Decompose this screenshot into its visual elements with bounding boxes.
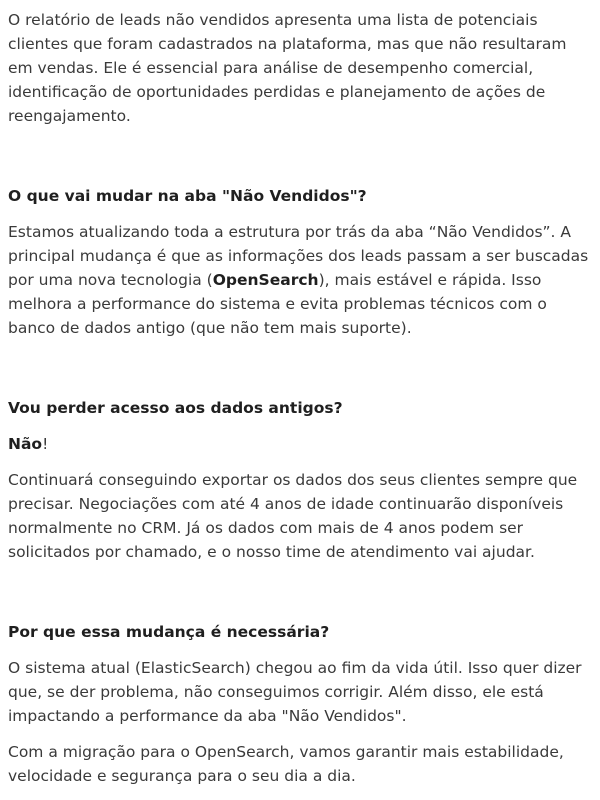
why-change-paragraph-1: O sistema atual (ElasticSearch) chegou ao fim da vida útil. Isso quer dizer que, se der problema, não conseguimos corrigir. Além disso, ele está impactando a performance da aba "Não Vendidos".: [8, 659, 582, 725]
answer-bold: Não: [8, 435, 43, 453]
what-changes-text-before: Estamos atualizando toda a estrutura por trás da aba “Não Vendidos”. A principal mudança é que as informações dos leads passam a ser buscadas por uma nova tecnologia (: [8, 223, 589, 289]
section-spacer: [8, 576, 592, 620]
old-data-paragraph: Continuará conseguindo exportar os dados dos seus clientes sempre que precisar. Negociações com até 4 anos de idade continuarão disponíveis normalmente no CRM. Já os dados com mais de 4 anos podem ser solicitados por chamado, e o nosso time de atendimento vai ajudar.: [8, 471, 578, 561]
section-heading-why-change: Por que essa mudança é necessária?: [8, 623, 330, 641]
section-spacer: [8, 352, 592, 396]
section-heading-old-data: Vou perder acesso aos dados antigos?: [8, 399, 343, 417]
what-changes-text-after: ), mais estável e rápida. Isso melhora a performance do sistema e evita problemas técnicos com o banco de dados antigo (que não tem mais suporte).: [8, 271, 547, 337]
why-change-paragraph-2: Com a migração para o OpenSearch, vamos garantir mais estabilidade, velocidade e segurança para o seu dia a dia.: [8, 743, 564, 785]
old-data-answer: [8, 432, 592, 456]
answer-exclamation: !: [42, 435, 49, 453]
intro-paragraph: O relatório de leads não vendidos apresenta uma lista de potenciais clientes que foram cadastrados na plataforma, mas que não resultaram em vendas. Ele é essencial para análise de desempenho comercial, identificação de oportunidades perdidas e planejamento de ações de reengajamento.: [8, 11, 567, 125]
opensearch-bold: OpenSearch: [212, 271, 319, 289]
section-spacer: [8, 140, 592, 184]
section-heading-what-changes: O que vai mudar na aba "Não Vendidos"?: [8, 187, 367, 205]
what-changes-paragraph: [8, 220, 592, 340]
